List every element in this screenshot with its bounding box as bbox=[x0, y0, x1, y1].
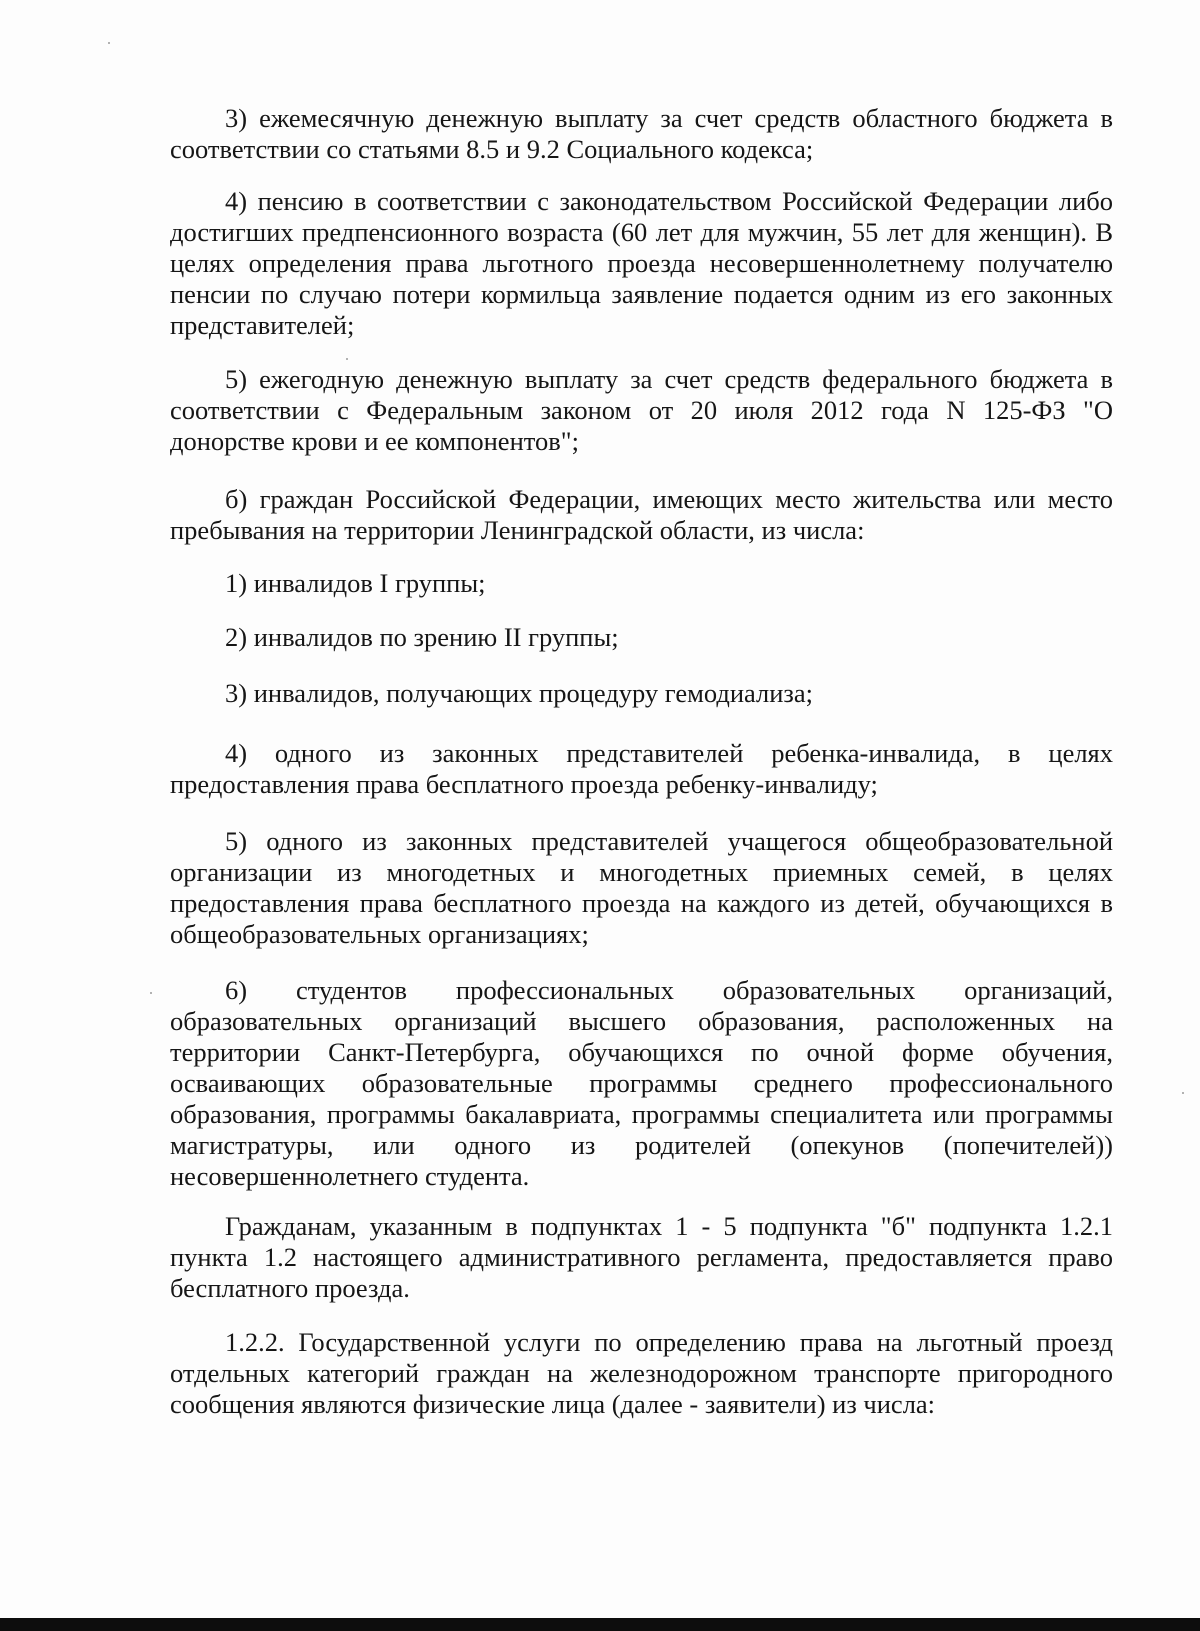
paragraph-free-travel-note: Гражданам, указанным в подпунктах 1 - 5 подпункта "б" подпункта 1.2.1 пункта 1.2 настоящего административного регламента, предоставляется право бесплатного проезда. bbox=[170, 1211, 1113, 1303]
scan-speck bbox=[108, 42, 110, 44]
scan-speck bbox=[346, 358, 348, 360]
paragraph-5-annual-payment: 5) ежегодную денежную выплату за счет средств федерального бюджета в соответствии с Федеральным законом от 20 июля 2012 года N 125-ФЗ "О донорстве крови и ее компонентов"; bbox=[170, 364, 1113, 456]
paragraph-3-monthly-payment: 3) ежемесячную денежную выплату за счет средств областного бюджета в соответствии со статьями 8.5 и 9.2 Социального кодекса; bbox=[170, 103, 1113, 164]
list-item-4-disabled-child-representative: 4) одного из законных представителей ребенка-инвалида, в целях предоставления права бесплатного проезда ребенку-инвалиду; bbox=[170, 738, 1113, 799]
paragraph-1-2-2-applicants: 1.2.2. Государственной услуги по определению права на льготный проезд отдельных категорий граждан на железнодорожном транспорте пригородного сообщения являются физические лица (далее - заявители) из числа: bbox=[170, 1327, 1113, 1419]
scan-speck bbox=[150, 992, 152, 994]
paragraph-4-pension: 4) пенсию в соответствии с законодательством Российской Федерации либо достигших предпенсионного возраста (60 лет для мужчин, 55 лет для женщин). В целях определения права льготного проезда несовершеннолетнему получателю пенсии по случаю потери кормильца заявление подается одним из его законных представителей; bbox=[170, 186, 1113, 340]
list-item-1-disabled-group-1: 1) инвалидов I группы; bbox=[225, 568, 486, 598]
scan-edge-bar bbox=[0, 1618, 1200, 1631]
list-item-3-hemodialysis: 3) инвалидов, получающих процедуру гемодиализа; bbox=[225, 678, 814, 708]
list-item-6-students: 6) студентов профессиональных образовательных организаций, образовательных организаций высшего образования, расположенных на территории Санкт-Петербурга, обучающихся по очной форме обучения, осваивающих образовательные программы среднего профессионального образования, программы бакалавриата, программы специалитета или программы магистратуры, или одного из родителей (опекунов (попечителей)) несовершеннолетнего студента. bbox=[170, 975, 1113, 1191]
scan-speck bbox=[1182, 1092, 1184, 1094]
paragraph-b-citizens: б) граждан Российской Федерации, имеющих место жительства или место пребывания на территории Ленинградской области, из числа: bbox=[170, 484, 1113, 545]
list-item-5-large-families: 5) одного из законных представителей учащегося общеобразовательной организации из многодетных и многодетных приемных семей, в целях предоставления права бесплатного проезда на каждого из детей, обучающихся в общеобразовательных организациях; bbox=[170, 826, 1113, 949]
list-item-2-visually-impaired: 2) инвалидов по зрению II группы; bbox=[225, 622, 619, 652]
